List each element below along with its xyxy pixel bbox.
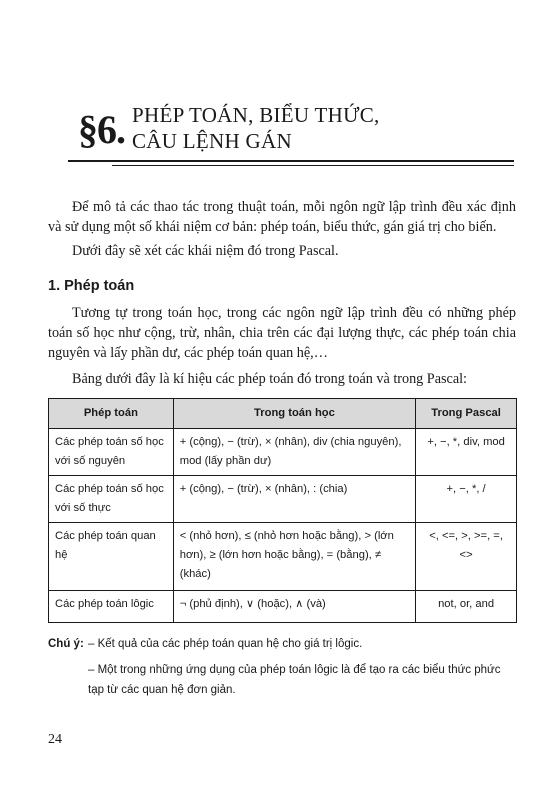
chapter-title-line2: CÂU LỆNH GÁN <box>132 129 292 153</box>
table-row <box>49 476 517 523</box>
table-cell-operation: Các phép toán số học với số nguyên <box>49 429 174 476</box>
note-block <box>48 634 508 700</box>
table-cell-operation: Các phép toán số học với số thực <box>49 476 174 523</box>
note-label: Chú ý: <box>48 638 84 650</box>
note-line-1 <box>48 634 508 654</box>
table-row <box>49 429 517 476</box>
table-header-cell: Trong Pascal <box>416 399 517 429</box>
table-cell-pascal: <, <=, >, >=, =, <> <box>416 523 517 591</box>
note-item-1: – Kết quả của các phép toán quan hệ cho giá trị lôgic. <box>88 638 363 650</box>
intro-paragraph-1: Để mô tả các thao tác trong thuật toán, mỗi ngôn ngữ lập trình đều xác định và sử dụng một số khái niệm cơ bản: phép toán, biểu thức, gán giá trị cho biến. <box>48 199 516 235</box>
table-cell-math: ¬ (phủ định), ∨ (hoặc), ∧ (và) <box>173 591 415 623</box>
table-header-cell: Phép toán <box>49 399 174 429</box>
table-cell-math: + (cộng), − (trừ), × (nhân), div (chia nguyên), mod (lấy phần dư) <box>173 429 415 476</box>
table-cell-pascal: not, or, and <box>416 591 517 623</box>
table-cell-operation: Các phép toán quan hệ <box>49 523 174 591</box>
intro-paragraph-2: Dưới đây sẽ xét các khái niệm đó trong Pascal. <box>72 243 339 259</box>
table-header-row <box>49 399 517 429</box>
table-cell-operation: Các phép toán lôgic <box>49 591 174 623</box>
operators-table <box>48 398 517 623</box>
page-number: 24 <box>48 732 62 747</box>
table-row <box>49 523 517 591</box>
header-rule-thin <box>112 165 514 166</box>
section-heading: 1. Phép toán <box>48 278 135 294</box>
note-item-2: – Một trong những ứng dụng của phép toán lôgic là để tạo ra các biểu thức phức tạp từ các quan hệ đơn giản. <box>88 664 501 696</box>
table-row <box>49 591 517 623</box>
chapter-title <box>132 102 380 154</box>
chapter-title-line1: PHÉP TOÁN, BIỂU THỨC, <box>132 103 380 127</box>
chapter-header <box>50 92 520 162</box>
section-paragraph-1: Tương tự trong toán học, trong các ngôn ngữ lập trình đều có những phép toán số học như cộng, trừ, nhân, chia trên các đại lượng thực, các phép toán chia nguyên và lấy phần dư, các phép toán quan hệ,… <box>48 305 516 361</box>
table-cell-math: < (nhỏ hơn), ≤ (nhỏ hơn hoặc bằng), > (lớn hơn), ≥ (lớn hơn hoặc bằng), = (bằng), ≠ (khác) <box>173 523 415 591</box>
section-paragraph-2: Bảng dưới đây là kí hiệu các phép toán đó trong toán và trong Pascal: <box>72 371 467 387</box>
table-cell-pascal: +, −, *, / <box>416 476 517 523</box>
header-rule-thick <box>68 160 514 162</box>
table-cell-pascal: +, −, *, div, mod <box>416 429 517 476</box>
table-cell-math: + (cộng), − (trừ), × (nhân), : (chia) <box>173 476 415 523</box>
chapter-number: §6. <box>78 107 125 152</box>
table-header-cell: Trong toán học <box>173 399 415 429</box>
